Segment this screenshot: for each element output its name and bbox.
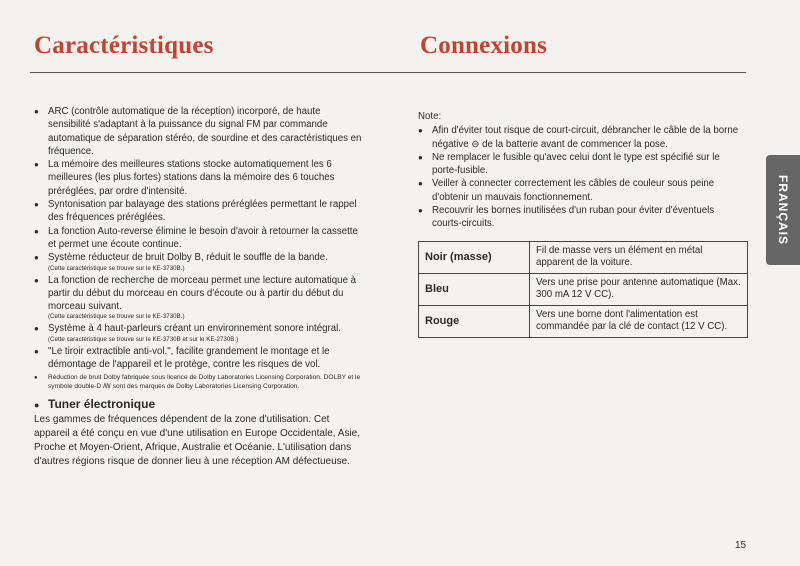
feature-item: ● La fonction de recherche de morceau permet une lecture automatique à partir du début du morceau en cours d'écoute ou à partir du début du morceau suivant. (Cette caractéristique se trouve sur le KE-3730B.): [34, 274, 364, 322]
note-label: Note:: [418, 111, 442, 122]
feature-item: ● Système réducteur de bruit Dolby B, réduit le souffle de la bande. (Cette caractéristique se trouve sur le KE-3730B.): [34, 251, 364, 272]
wire-color: Noir (masse): [419, 241, 530, 273]
wiring-table: [418, 241, 748, 338]
tuner-text: Les gammes de fréquences dépendent de la zone d'utilisation. Cet appareil a été conçu en vue d'une utilisation en Europe Occidentale, Asie, Proche et Moyen-Orient, Afrique, Australie et Océanie. L'utilisation dans d'autres régions risque de donner lieu à une réception AM défectueuse.: [34, 414, 361, 468]
features-column: [34, 105, 364, 469]
table-row: [419, 305, 748, 337]
language-tab: FRANÇAIS: [766, 155, 800, 265]
note-item: ● Ne remplacer le fusible qu'avec celui dont le type est spécifié sur le porte-fusible.: [418, 151, 746, 178]
page-number: 15: [735, 540, 747, 551]
connections-column: [418, 110, 746, 338]
feature-item: ● Système à 4 haut-parleurs créant un environnement sonore intégral. (Cette caractéristique se trouve sur le KE-3730B et sur le KE-2730B.): [34, 322, 364, 343]
dolby-note: ● Réduction de bruit Dolby fabriquée sous licence de Dolby Laboratories Licensing Corporation. DOLBY et le symbole double-D ꟿ sont des marques de Dolby Laboratories Licensing Corporation.: [34, 374, 364, 390]
wire-desc: Fil de masse vers un élément en métal apparent de la voiture.: [530, 241, 748, 273]
note-item: ● Recouvrir les bornes inutilisées d'un ruban pour éviter d'éventuels courts-circuits.: [418, 204, 746, 231]
tuner-heading: ● Tuner électronique: [34, 398, 364, 411]
features-list: [34, 105, 364, 371]
note-item: ● Veiller à connecter correctement les câbles de couleur sous peine d'obtenir un mauvais fonctionnement.: [418, 177, 746, 204]
model-note: (Cette caractéristique se trouve sur le KE-3730B.): [48, 264, 185, 272]
dolby-notice: [34, 374, 364, 390]
feature-item: ● "Le tiroir extractible anti-vol.", facilite grandement le montage et le démontage de l'appareil et le protège, contre les risques de vol.: [34, 345, 364, 372]
wire-desc: Vers une borne dont l'alimentation est commandée par la clé de contact (12 V CC).: [530, 305, 748, 337]
connections-title: Connexions: [420, 32, 548, 59]
table-row: [419, 241, 748, 273]
wire-color: Rouge: [419, 305, 530, 337]
notes-list: [418, 124, 746, 230]
features-title: Caractéristiques: [34, 32, 214, 59]
wire-desc: Vers une prise pour antenne automatique (Max. 300 mA 12 V CC).: [530, 273, 748, 305]
model-note: (Cette caractéristique se trouve sur le KE-3730B.): [48, 313, 185, 321]
feature-item: ● ARC (contrôle automatique de la réception) incorporé, de haute sensibilité s'adaptant à la puissance du signal FM par commande automatique de séparation stéréo, de sourdine et des caractéristiques en fréquence.: [34, 105, 364, 158]
table-row: [419, 273, 748, 305]
header-rule: [30, 72, 746, 73]
feature-item: ● La fonction Auto-reverse élimine le besoin d'avoir à retourner la cassette et permet une écoute continue.: [34, 225, 364, 252]
feature-item: ● La mémoire des meilleures stations stocke automatiquement les 6 meilleures (les plus fortes) stations dans la mémoire des 6 touches préréglées, par ordre d'intensité.: [34, 158, 364, 198]
feature-item: ● Syntonisation par balayage des stations préréglées permettant le rappel des fréquences préréglées.: [34, 198, 364, 225]
note-item: ● Afin d'éviter tout risque de court-circuit, débrancher le câble de la borne négative ⊖ de la batterie avant de commencer la pose.: [418, 124, 746, 151]
wire-color: Bleu: [419, 273, 530, 305]
model-note: (Cette caractéristique se trouve sur le KE-3730B et sur le KE-2730B.): [48, 335, 239, 343]
